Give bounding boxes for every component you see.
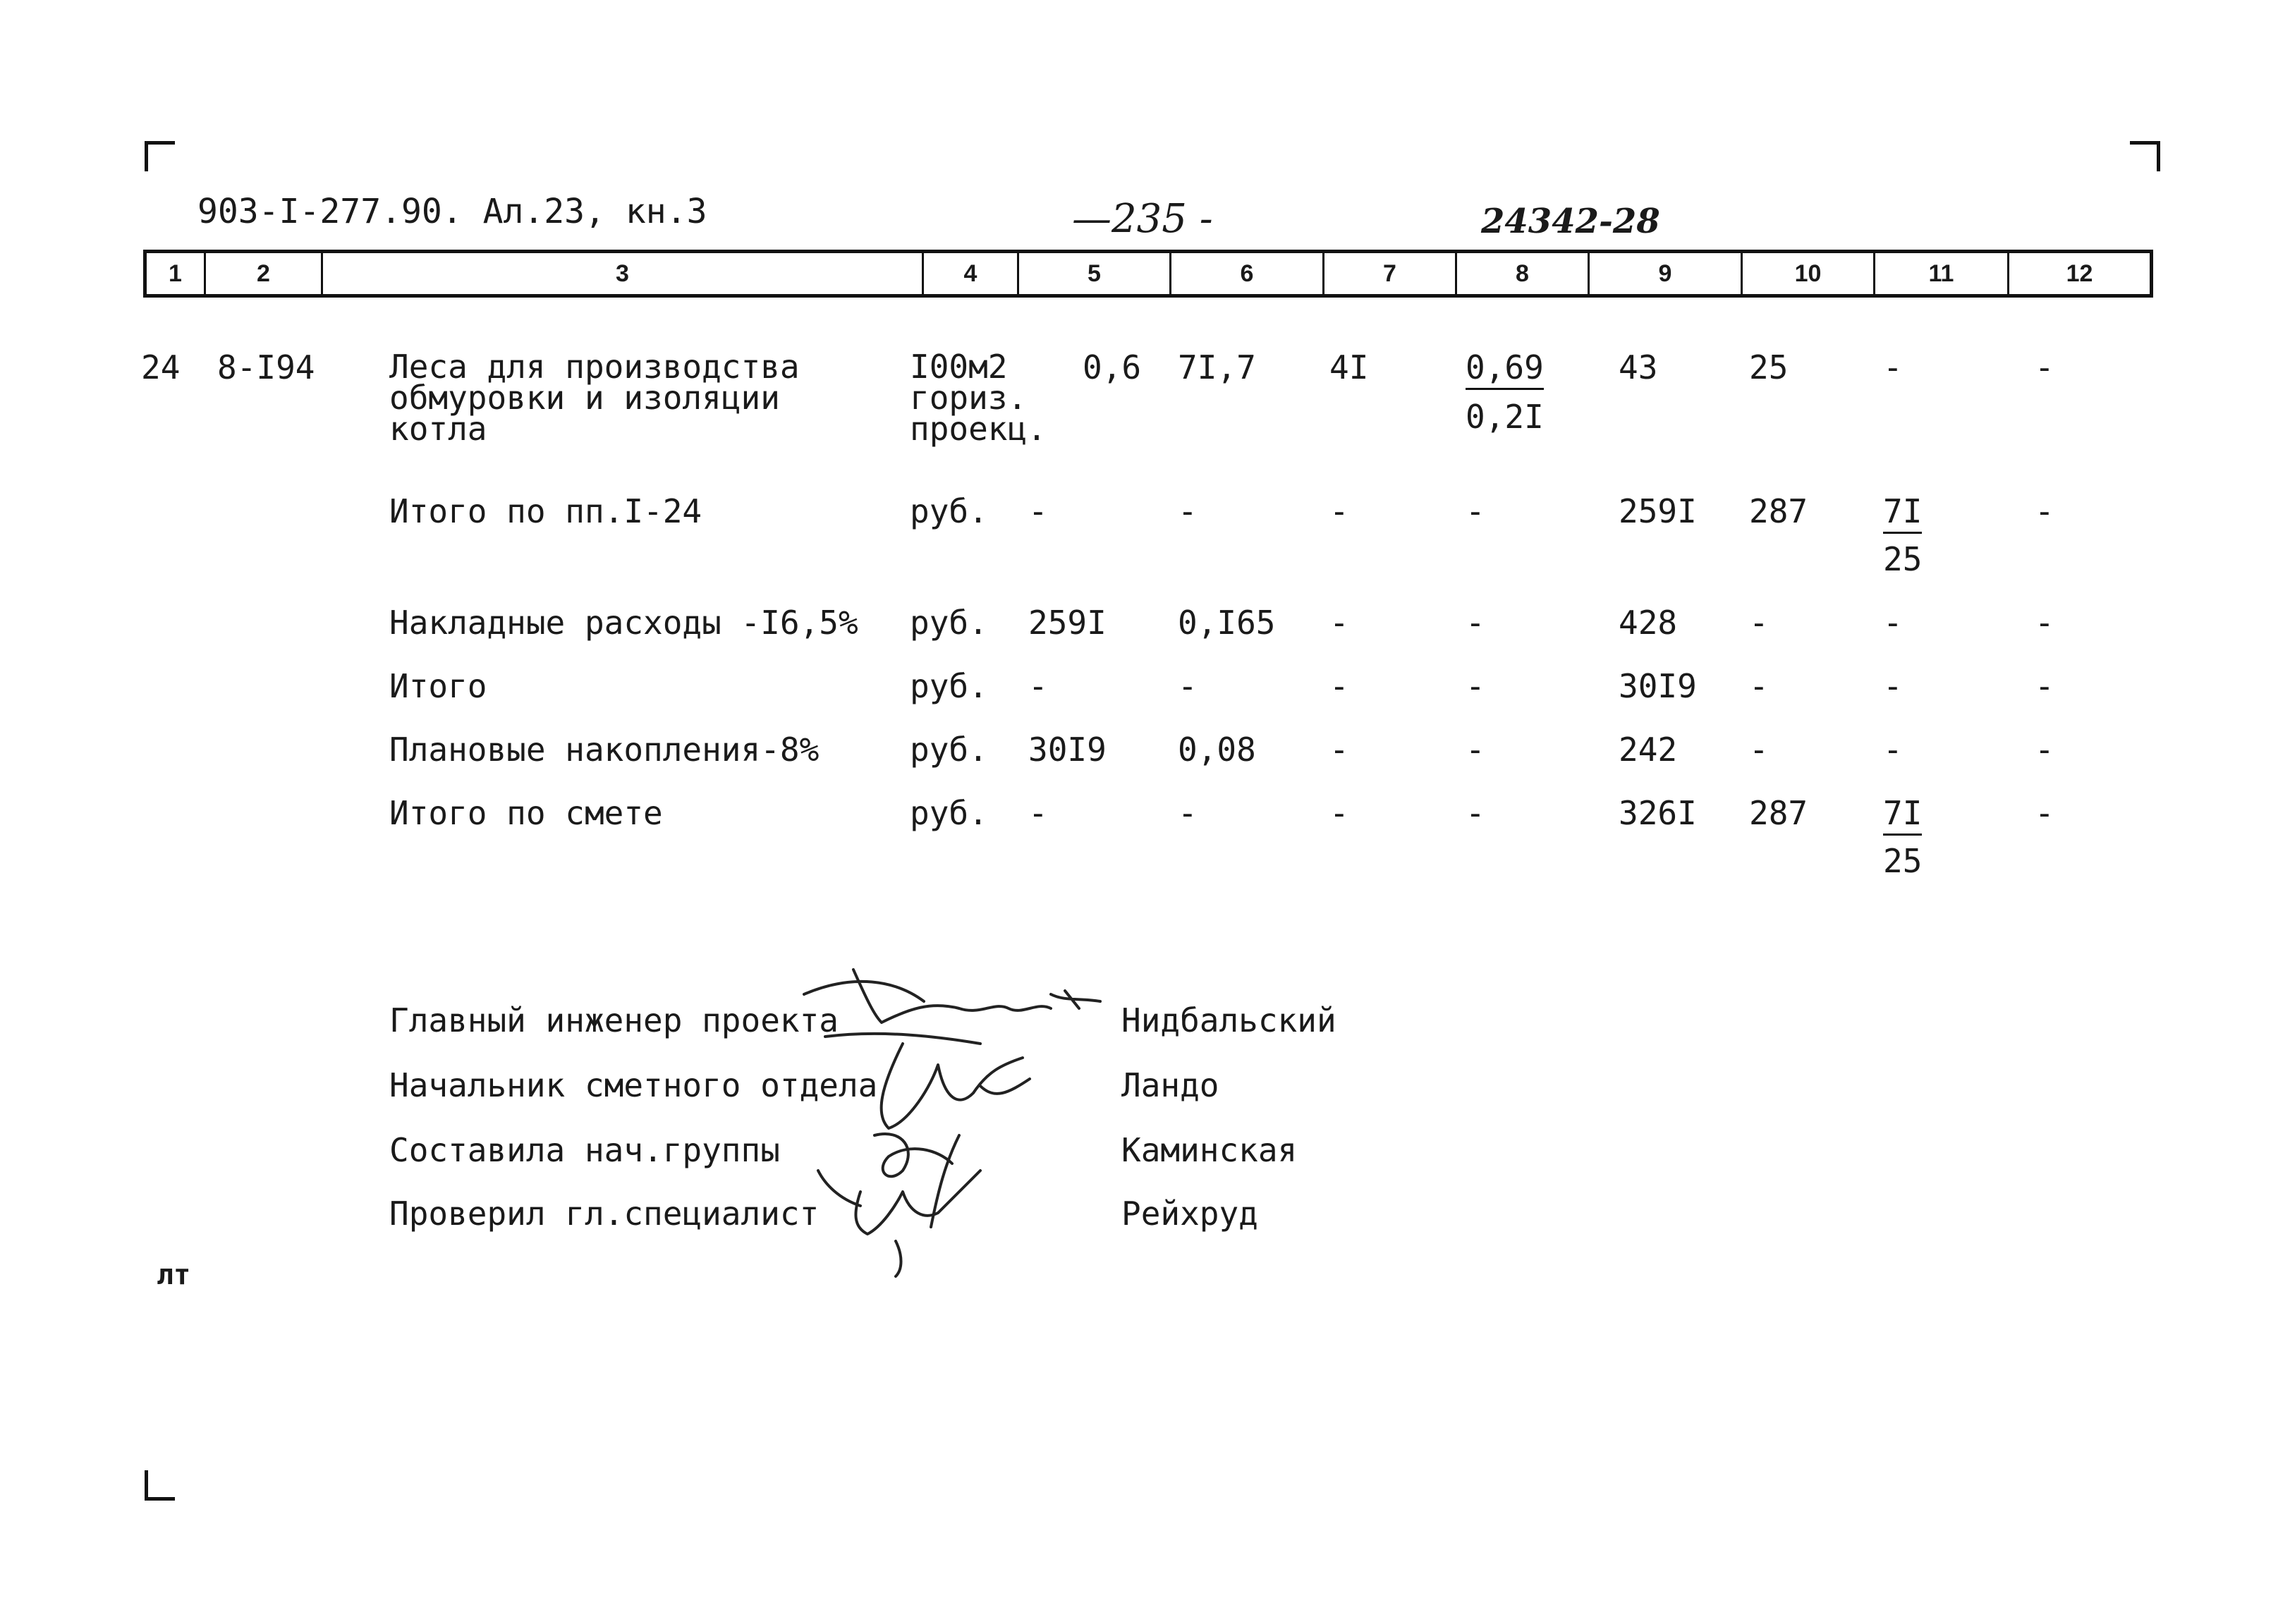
- machine-cost-top: [1883, 492, 1923, 530]
- row-number: 24: [141, 348, 181, 386]
- column-header-11: 11: [1875, 253, 2009, 294]
- machine-cost-bottom: 25: [1883, 842, 1923, 880]
- wages-value: -: [1329, 731, 1349, 769]
- rate-code: 8-I94: [217, 348, 315, 386]
- wages-value: 4I: [1329, 348, 1369, 386]
- item-description: Плановые накопления-8%: [389, 731, 820, 769]
- total-wages: 287: [1749, 794, 1808, 832]
- signatory-name: Рейхруд: [1121, 1195, 1258, 1233]
- footer-mark: лт: [157, 1259, 191, 1291]
- column-12-value: -: [2035, 348, 2054, 386]
- total-wages: 287: [1749, 492, 1808, 530]
- machine-cost: -: [1883, 667, 1903, 705]
- total-cost: 43: [1619, 348, 1658, 386]
- signatory-name: Ландо: [1121, 1066, 1219, 1104]
- quantity: -: [1028, 492, 1048, 530]
- machine-cost-top-text: 7I: [1883, 492, 1922, 534]
- quantity: -: [1028, 794, 1048, 832]
- machine-cost: -: [1883, 604, 1903, 642]
- total-cost: 242: [1619, 731, 1678, 769]
- wages-value: -: [1329, 492, 1349, 530]
- quantity: -: [1028, 667, 1048, 705]
- column-header-8: 8: [1457, 253, 1590, 294]
- unit-cost: 0,08: [1178, 731, 1256, 769]
- total-cost: 259I: [1619, 492, 1697, 530]
- wages-value: -: [1329, 794, 1349, 832]
- machine-cost-bottom: 25: [1883, 540, 1923, 578]
- column-header-3: 3: [323, 253, 924, 294]
- machine-cost: -: [1883, 731, 1903, 769]
- item-description: Леса для производства обмуровки и изоляции котла: [389, 348, 800, 448]
- wages-value: -: [1329, 604, 1349, 642]
- unit-cost: -: [1178, 667, 1198, 705]
- column-header-2: 2: [206, 253, 323, 294]
- sheet-number: 24342-28: [1481, 202, 1660, 241]
- corner-mark-top-right: [2130, 141, 2160, 171]
- signature-role: Составила нач.группы: [389, 1131, 780, 1169]
- column-header-10: 10: [1743, 253, 1875, 294]
- unit-of-measure: руб.: [910, 794, 988, 832]
- machine-cost-top-text: 7I: [1883, 794, 1922, 836]
- unit-of-measure: I00м2 гориз. проекц.: [910, 348, 1047, 448]
- fraction-value: -: [1466, 604, 1485, 642]
- column-header-7: 7: [1324, 253, 1457, 294]
- item-description: Итого по смете: [389, 794, 663, 832]
- column-12-value: -: [2035, 604, 2054, 642]
- fraction-value: -: [1466, 492, 1485, 530]
- machine-cost-top: [1883, 794, 1923, 832]
- unit-cost: 0,I65: [1178, 604, 1276, 642]
- total-cost: 428: [1619, 604, 1678, 642]
- fraction-top-text: 0,69: [1466, 348, 1544, 390]
- fraction-value: -: [1466, 731, 1485, 769]
- signature-role: Главный инженер проекта: [389, 1001, 839, 1039]
- unit-cost: 7I,7: [1178, 348, 1256, 386]
- total-wages: -: [1749, 604, 1769, 642]
- quantity: 259I: [1028, 604, 1107, 642]
- fraction-value: -: [1466, 667, 1485, 705]
- quantity: 30I9: [1028, 731, 1107, 769]
- signature-role: Начальник сметного отдела: [389, 1066, 878, 1104]
- unit-of-measure: руб.: [910, 731, 988, 769]
- column-12-value: -: [2035, 731, 2054, 769]
- column-header-5: 5: [1019, 253, 1171, 294]
- item-description: Итого: [389, 667, 487, 705]
- wages-value: -: [1329, 667, 1349, 705]
- page-number: —235 -: [1072, 196, 1213, 242]
- column-header-1: 1: [147, 253, 206, 294]
- fraction-value: -: [1466, 794, 1485, 832]
- total-wages: -: [1749, 731, 1769, 769]
- unit-cost: -: [1178, 492, 1198, 530]
- unit-of-measure: руб.: [910, 492, 988, 530]
- fraction-top-value: [1466, 348, 1544, 386]
- handwritten-signatures: [797, 959, 1164, 1290]
- quantity: 0,6: [1083, 348, 1142, 386]
- column-header-12: 12: [2066, 260, 2093, 287]
- column-header-table: [143, 250, 2153, 298]
- machine-cost: -: [1883, 348, 1903, 386]
- unit-of-measure: руб.: [910, 667, 988, 705]
- total-wages: -: [1749, 667, 1769, 705]
- signature-role: Проверил гл.специалист: [389, 1195, 820, 1233]
- total-wages: 25: [1749, 348, 1789, 386]
- column-12-value: -: [2035, 794, 2054, 832]
- column-header-4: 4: [924, 253, 1019, 294]
- total-cost: 326I: [1619, 794, 1697, 832]
- signatory-name: Каминская: [1121, 1131, 1298, 1169]
- corner-mark-bottom-left: [145, 1470, 175, 1501]
- signatory-name: Нидбальский: [1121, 1001, 1336, 1039]
- unit-of-measure: руб.: [910, 604, 988, 642]
- column-12-value: -: [2035, 667, 2054, 705]
- unit-cost: -: [1178, 794, 1198, 832]
- fraction-bottom-value: 0,2I: [1466, 398, 1544, 436]
- corner-mark-top-left: [145, 141, 175, 171]
- column-header-9: 9: [1590, 253, 1743, 294]
- item-description: Накладные расходы -I6,5%: [389, 604, 858, 642]
- item-description: Итого по пп.I-24: [389, 492, 702, 530]
- total-cost: 30I9: [1619, 667, 1697, 705]
- column-header-6: 6: [1171, 253, 1324, 294]
- document-code: 903-I-277.90. Ал.23, кн.3: [197, 192, 707, 231]
- column-12-value: -: [2035, 492, 2054, 530]
